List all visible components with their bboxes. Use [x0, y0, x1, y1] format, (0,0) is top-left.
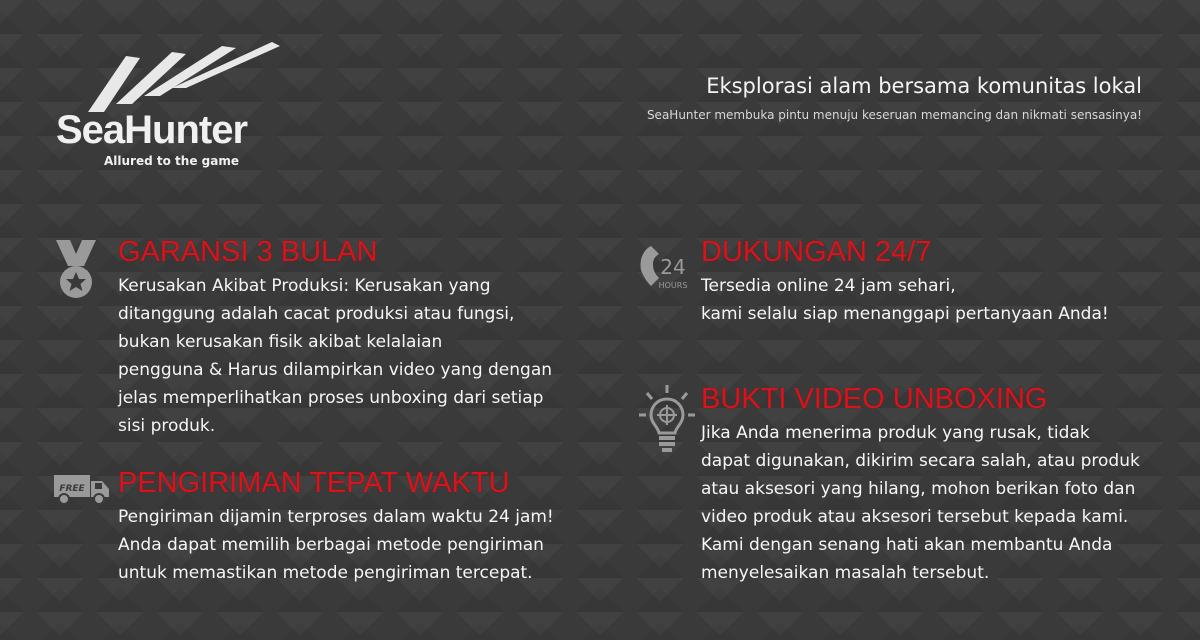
feature-title: DUKUNGAN 24/7: [701, 236, 932, 268]
header-subtitle: SeaHunter membuka pintu menuju keseruan memancing dan nikmati sensasinya!: [646, 108, 1142, 122]
header: [647, 74, 1142, 122]
svg-text:FREE: FREE: [59, 484, 85, 494]
seahunter-logo: [52, 42, 292, 172]
svg-text:24: 24: [660, 255, 686, 279]
feature-title: GARANSI 3 BULAN: [118, 236, 378, 268]
feature-title: BUKTI VIDEO UNBOXING: [701, 383, 1048, 415]
svg-text:HOURS: HOURS: [658, 281, 688, 290]
feature-description: Tersedia online 24 jam sehari, kami selalu siap menanggapi pertanyaan Anda!: [701, 276, 1109, 324]
logo-wave-icon: [82, 42, 282, 114]
brand-name: SeaHunter: [56, 108, 248, 152]
feature-description: Pengiriman dijamin terproses dalam waktu 24 jam! Anda dapat memilih berbagai metode pengiriman untuk memastikan metode pengiriman tercepat.: [118, 507, 554, 583]
feature-title: PENGIRIMAN TEPAT WAKTU: [118, 467, 510, 499]
medal-icon: [54, 236, 102, 296]
phone-24-hours-icon: [637, 236, 688, 296]
feature-description: Jika Anda menerima produk yang rusak, tidak dapat digunakan, dikirim secara salah, atau produk atau aksesori yang hilang, mohon berikan foto dan video produk atau aksesori tersebut kepada kami. Kami dengan senang hati akan membantu Anda menyelesaikan masalah tersebut.: [701, 423, 1140, 583]
brand-tagline: Allured to the game: [104, 154, 239, 168]
header-title: Eksplorasi alam bersama komunitas lokal: [706, 74, 1142, 98]
free-truck-icon: [54, 467, 102, 527]
lightbulb-icon: [637, 383, 685, 443]
feature-description: Kerusakan Akibat Produksi: Kerusakan yang ditanggung adalah cacat produksi atau fungsi, bukan kerusakan fisik akibat kelalaian pengguna & Harus dilampirkan video yang dengan jelas memperlihatkan proses unboxing dari setiap sisi produk.: [118, 276, 553, 436]
